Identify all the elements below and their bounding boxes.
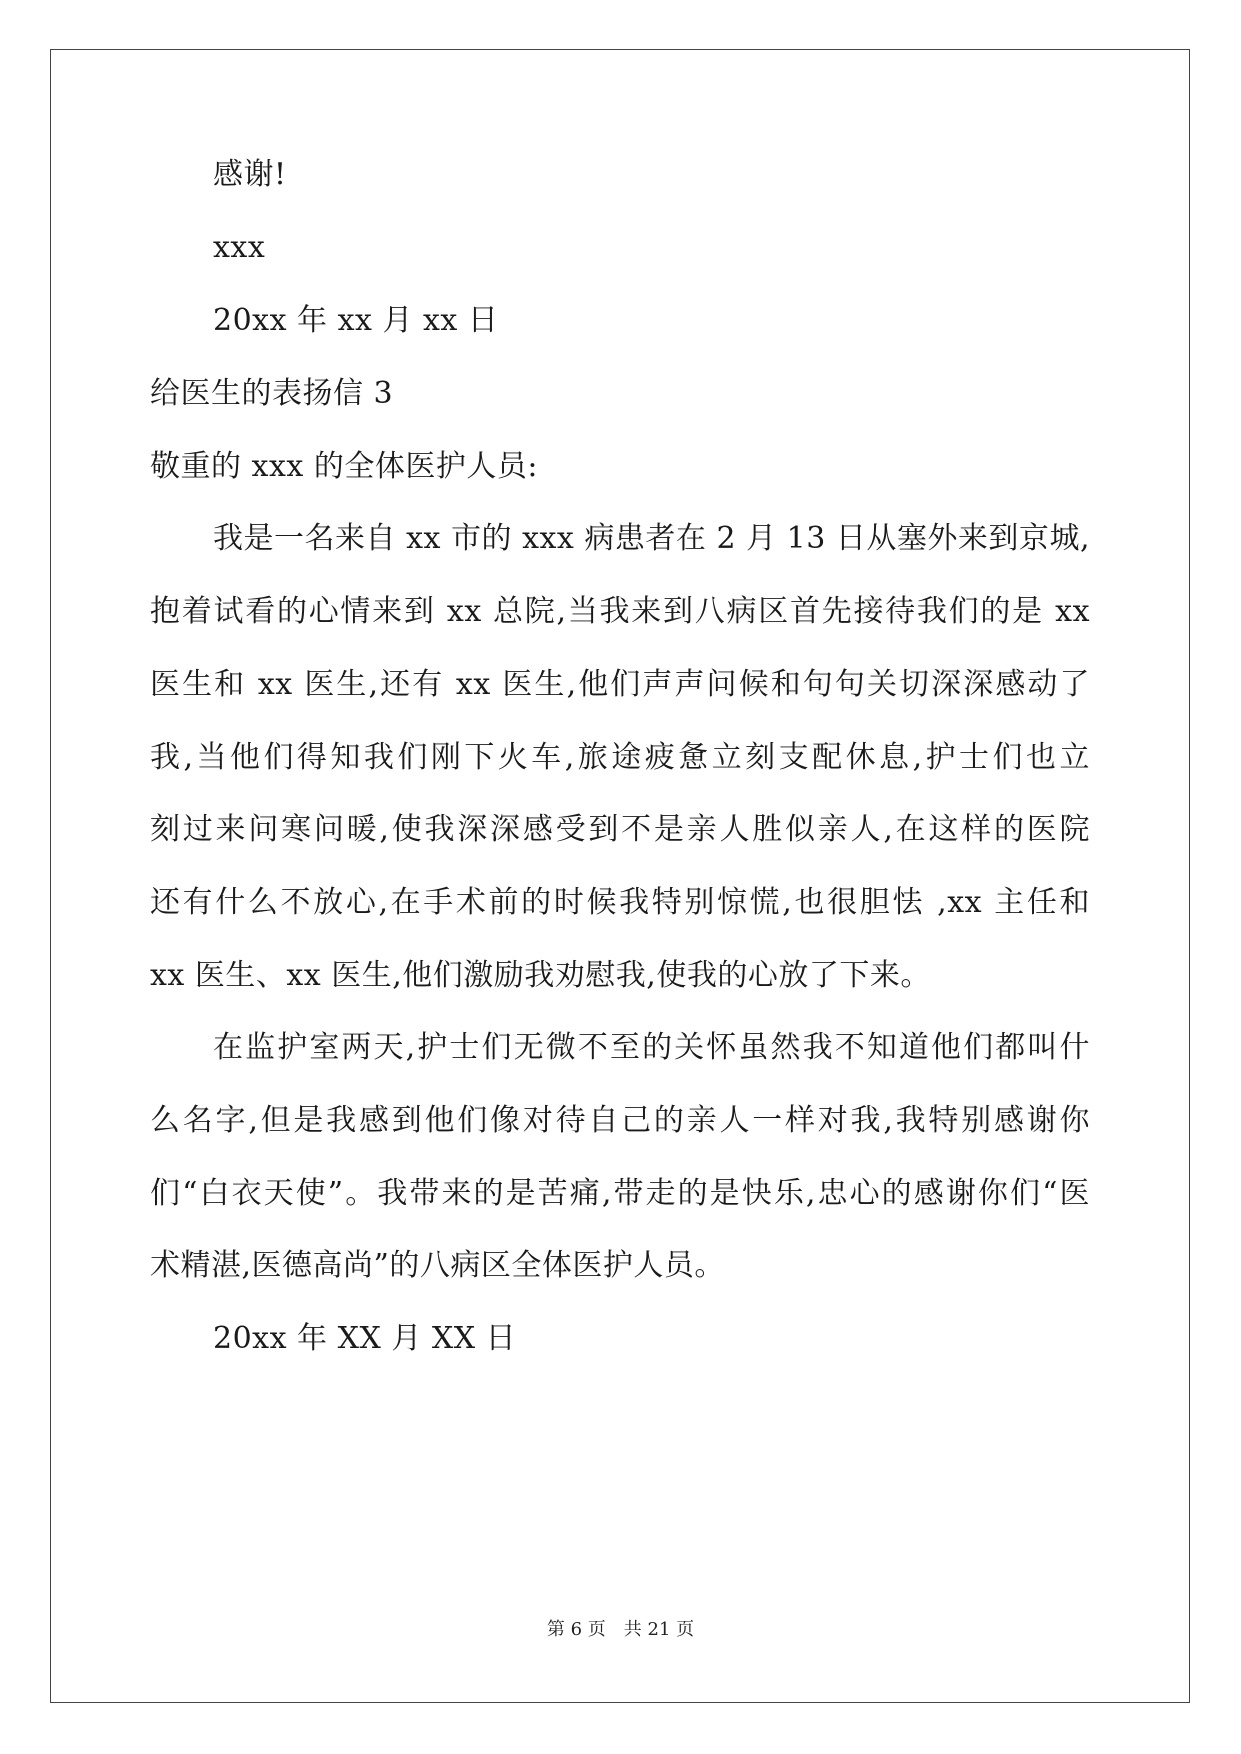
paragraph-1-line: xx 医生、xx 医生,他们激励我劝慰我,使我的心放了下来。: [150, 958, 931, 993]
paragraph-1-line: 还有什么不放心,在手术前的时候我特别惊慌,也很胆怯 ,xx 主任和: [150, 885, 1090, 920]
paragraph-2-line: 术精湛,医德高尚”的八病区全体医护人员。: [150, 1248, 725, 1283]
closing-date: 20xx 年 xx 月 xx 日: [213, 303, 499, 338]
paragraph-2-line: 在监护室两天,护士们无微不至的关怀虽然我不知道他们都叫什: [213, 1030, 1090, 1065]
letter-salutation: 敬重的 xxx 的全体医护人员:: [150, 449, 538, 484]
page-border: [50, 49, 1190, 1703]
paragraph-1-line: 抱着试看的心情来到 xx 总院,当我来到八病区首先接待我们的是 xx: [150, 594, 1090, 629]
closing-signature: xxx: [213, 230, 266, 265]
paragraph-1-line: 我是一名来自 xx 市的 xxx 病患者在 2 月 13 日从塞外来到京城,: [213, 521, 1090, 556]
closing-thanks: 感谢!: [213, 157, 287, 192]
paragraph-1-line: 医生和 xx 医生,还有 xx 医生,他们声声问候和句句关切深深感动了: [150, 667, 1090, 702]
paragraph-1-line: 我,当他们得知我们刚下火车,旅途疲惫立刻支配休息,护士们也立: [150, 740, 1090, 775]
page-number: 第 6 页 共 21 页: [546, 1619, 695, 1640]
paragraph-2-line: 么名字,但是我感到他们像对待自己的亲人一样对我,我特别感谢你: [150, 1103, 1090, 1138]
letter-date: 20xx 年 XX 月 XX 日: [213, 1321, 517, 1356]
paragraph-1-line: 刻过来问寒问暖,使我深深感受到不是亲人胜似亲人,在这样的医院: [150, 812, 1090, 847]
letter-title: 给医生的表扬信 3: [150, 376, 394, 411]
paragraph-2-line: 们“白衣天使”。我带来的是苦痛,带走的是快乐,忠心的感谢你们“医: [150, 1176, 1090, 1211]
